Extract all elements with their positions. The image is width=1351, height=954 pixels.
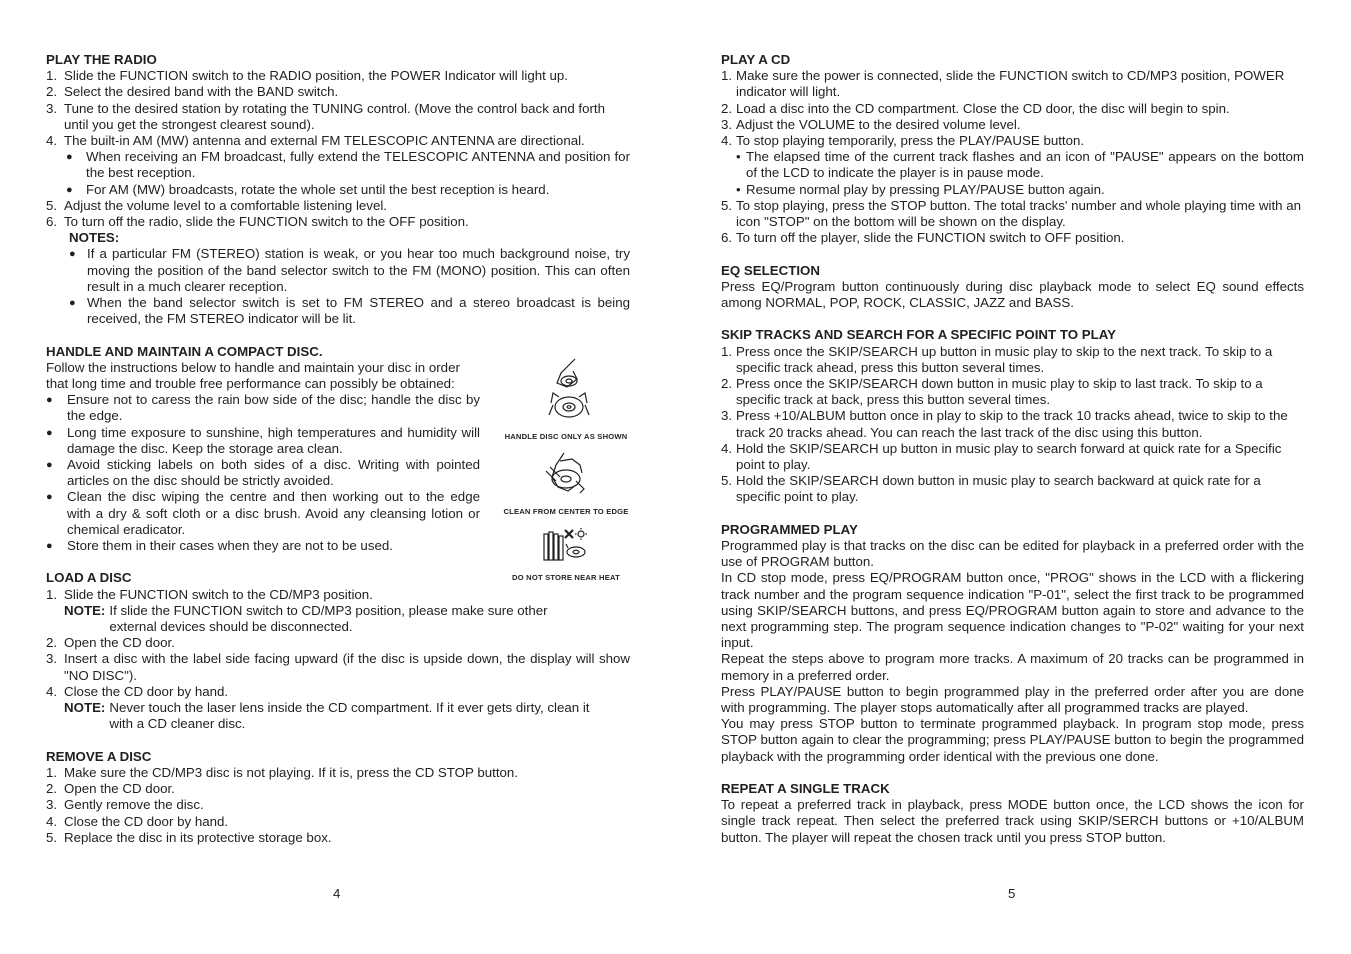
list-item: 1. Press once the SKIP/SEARCH up button in music play to skip to the next track. To skip to a specific track ahead, press this button several times.: [721, 343, 1273, 375]
section-play-cd: [721, 52, 1304, 246]
list-item: 2. Open the CD door.: [46, 635, 175, 651]
hand-holding-disc-icon: [531, 357, 601, 423]
bullet-icon: ●: [69, 248, 76, 261]
list-item: 4. To stop playing temporarily, press the PLAY/PAUSE button.: [721, 133, 1085, 149]
bullet-item: • Resume normal play by pressing PLAY/PAUSE button again.: [736, 181, 1105, 197]
heater-warning-icon: [536, 526, 596, 564]
paragraph: Press PLAY/PAUSE button to begin programmed play in the preferred order after you are done with programming. The player stops automatically after all programmed tracks are played.: [721, 683, 1304, 716]
section-load-disc: [46, 570, 630, 732]
paragraph: Follow the instructions below to handle and maintain your disc in order that long time and trouble free performance can possibly be obtained:: [46, 359, 460, 392]
bullet-icon: ●: [46, 394, 53, 407]
right-page: [721, 52, 1304, 862]
bullet-item: ● Ensure not to caress the rain bow side of the disc; handle the disc by the edge.: [46, 392, 480, 424]
paragraph: To repeat a preferred track in playback, press MODE button once, the LCD shows the icon for single track repeat. Then select the preferred track using SKIP/SERCH buttons or +10/ALBUM button. The player will repeat the chosen track until you press STOP button.: [721, 797, 1304, 845]
bullet-icon: ●: [46, 491, 53, 504]
bullet-item: ● When receiving an FM broadcast, fully extend the TELESCOPIC ANTENNA and position for the best reception.: [66, 149, 630, 181]
list-item: 2. Load a disc into the CD compartment. Close the CD door, the disc will begin to spin.: [721, 100, 1230, 116]
bullet-item: • The elapsed time of the current track flashes and an icon of "PAUSE" appears on the bottom of the LCD to indicate the player is in pause mode.: [736, 149, 1304, 181]
bullet-icon: ●: [66, 151, 73, 164]
cleaning-disc-icon: [536, 451, 596, 497]
page-number: 4: [333, 886, 341, 901]
list-item: 2. Press once the SKIP/SEARCH down button in music play to skip to last track. To skip to a specific track at back, press this button several times.: [721, 376, 1263, 408]
left-page: [46, 52, 630, 862]
section-programmed-play: [721, 522, 1304, 765]
section-title: LOAD A DISC: [46, 570, 132, 586]
list-item: 3. Adjust the VOLUME to the desired volume level.: [721, 116, 1021, 132]
list-item: 1. Slide the FUNCTION switch to the CD/MP3 position.: [46, 586, 373, 602]
paragraph: Press EQ/Program button continuously during disc playback mode to select EQ sound effects among NORMAL, POP, ROCK, CLASSIC, JAZZ and BASS.: [721, 278, 1304, 311]
section-title: PLAY THE RADIO: [46, 52, 157, 67]
note: NOTE: If slide the FUNCTION switch to CD/MP3 position, please make sure other external devices should be disconnected.: [64, 602, 548, 635]
list-item: 6. To turn off the player, slide the FUNCTION switch to OFF position.: [721, 230, 1125, 246]
bullet-icon: •: [736, 149, 741, 165]
section-title: SKIP TRACKS AND SEARCH FOR A SPECIFIC POINT TO PLAY: [721, 327, 1117, 343]
disc-illustrations: [503, 357, 629, 586]
bullet-item: ● Avoid sticking labels on both sides of a disc. Writing with pointed articles on the disc should be strictly avoided.: [46, 457, 480, 489]
bullet-item: ● For AM (MW) broadcasts, rotate the whole set until the best reception is heard.: [66, 181, 550, 197]
list-item: 4. The built-in AM (MW) antenna and external FM TELESCOPIC ANTENNA are directional.: [46, 133, 585, 149]
list-item: 3. Gently remove the disc.: [46, 797, 204, 813]
list-item: 4. Close the CD door by hand.: [46, 813, 229, 829]
bullet-item: ● Store them in their cases when they are not to be used.: [46, 538, 393, 554]
list-item: 5. To stop playing, press the STOP button. The total tracks' number and whole playing time with an icon "STOP" on the bottom will be shown on the display.: [721, 197, 1302, 230]
disc-instructions: [46, 360, 480, 554]
section-title: PROGRAMMED PLAY: [721, 521, 858, 537]
paragraph: Programmed play is that tracks on the disc can be edited for playback in a preferred order with the use of PROGRAM button.: [721, 538, 1304, 570]
list-item: 1. Make sure the power is connected, slide the FUNCTION switch to CD/MP3 position, POWER indicator will light.: [721, 68, 1285, 100]
bullet-item: ● When the band selector switch is set to FM STEREO and a stereo broadcast is being received, the FM STEREO indicator will be lit.: [69, 295, 630, 327]
list-item: 3. Tune to the desired station by rotating the TUNING control. (Move the control back and forth until you get the strongest clearest sound).: [46, 100, 606, 132]
bullet-icon: ●: [66, 183, 73, 196]
section-title: PLAY A CD: [721, 52, 791, 67]
section-title: REPEAT A SINGLE TRACK: [721, 781, 890, 797]
figure-caption: DO NOT STORE NEAR HEAT: [512, 573, 620, 583]
list-item: 1. Make sure the CD/MP3 disc is not playing. If it is, press the CD STOP button.: [46, 764, 519, 780]
note: NOTE: Never touch the laser lens inside the CD compartment. If it ever gets dirty, clean it with a CD cleaner disc.: [64, 700, 590, 732]
bullet-icon: ●: [69, 297, 76, 310]
bullet-icon: •: [736, 181, 741, 197]
section-title: EQ SELECTION: [721, 262, 820, 278]
figure-no-heat: [503, 526, 629, 586]
list-item: 6. To turn off the radio, slide the FUNCTION switch to the OFF position.: [46, 214, 469, 230]
paragraph: You may press STOP button to terminate programmed playback. In program stop mode, press STOP button again to clear the programming; press PLAY/PAUSE button to begin the programmed playback with the programming order identical with the previous one done.: [721, 716, 1304, 764]
list-item: 2. Select the desired band with the BAND switch.: [46, 84, 339, 100]
section-skip-tracks: [721, 327, 1304, 505]
figure-caption: HANDLE DISC ONLY AS SHOWN: [504, 432, 628, 442]
section-play-radio: [46, 52, 630, 327]
paragraph: In CD stop mode, press EQ/PROGRAM button once, "PROG" shows in the LCD with a flickering track number and the program sequence indication "P-01", select the first track to be programmed using SKIP/SEARCH buttons, and press EQ/PROGRAM button again to store and advance to the next programming step. The program sequence indication changes to "P-02" waiting for your next input.: [721, 570, 1304, 651]
list-item: 1. Slide the FUNCTION switch to the RADIO position, the POWER Indicator will light up.: [46, 68, 568, 84]
bullet-icon: ●: [46, 426, 53, 439]
figure-clean-disc: [503, 451, 629, 519]
bullet-icon: ●: [46, 540, 53, 553]
list-item: 3. Insert a disc with the label side facing upward (if the disc is upside down, the display will show "NO DISC").: [46, 651, 630, 683]
list-item: 4. Hold the SKIP/SEARCH up button in music play to search forward at quick rate for a Specific point to play.: [721, 440, 1282, 473]
list-item: 5. Hold the SKIP/SEARCH down button in music play to search backward at quick rate for a specific point to play.: [721, 473, 1261, 505]
list-item: 2. Open the CD door.: [46, 781, 175, 797]
bullet-item: ● If a particular FM (STEREO) station is weak, or you hear too much background noise, try moving the position of the band selector switch to the FM (MONO) position. This can often result in a much clearer reception.: [69, 246, 630, 294]
list-item: 4. Close the CD door by hand.: [46, 683, 229, 699]
section-title: REMOVE A DISC: [46, 748, 152, 764]
paragraph: Repeat the steps above to program more tracks. A maximum of 20 tracks can be programmed in memory in a preferred order.: [721, 651, 1304, 683]
figure-handle-disc: [503, 357, 629, 445]
section-repeat-track: [721, 781, 1304, 846]
section-eq: [721, 263, 1304, 312]
figure-caption: CLEAN FROM CENTER TO EDGE: [503, 506, 629, 516]
bullet-item: ● Long time exposure to sunshine, high temperatures and humidity will damage the disc. Keep the storage area clean.: [46, 424, 480, 456]
page-number: 5: [1008, 886, 1016, 901]
notes-label: NOTES:: [69, 230, 120, 246]
bullet-icon: ●: [46, 459, 53, 472]
list-item: 5. Adjust the volume level to a comfortable listening level.: [46, 197, 387, 213]
section-title: HANDLE AND MAINTAIN A COMPACT DISC.: [46, 343, 323, 359]
bullet-item: ● Clean the disc wiping the centre and then working out to the edge with a dry & soft cloth or a disc brush. Avoid any cleansing lotion or chemical eradicator.: [46, 489, 480, 537]
section-remove-disc: [46, 749, 630, 846]
list-item: 3. Press +10/ALBUM button once in play to skip to the track 10 tracks ahead, twice to skip to the track 20 tracks ahead. You can reach the last track of the disc using this button.: [721, 408, 1288, 440]
list-item: 5. Replace the disc in its protective storage box.: [46, 829, 332, 845]
